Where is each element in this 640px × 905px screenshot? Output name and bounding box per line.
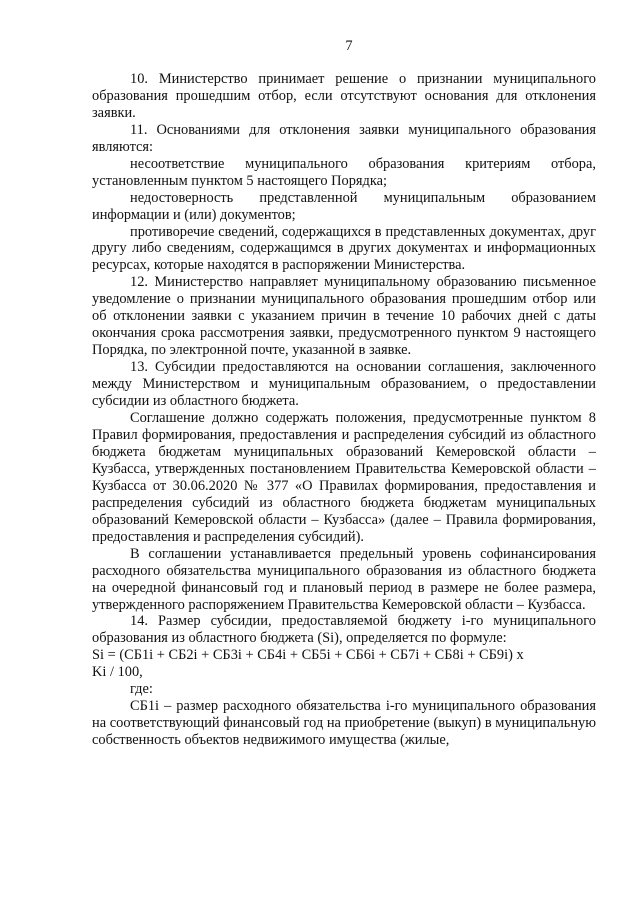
formula-line-2: Ki / 100, — [92, 664, 143, 681]
paragraph-10: 10. Министерство принимает решение о признании муниципального образования прошедшим отбор, если отсутствуют основания для отклонения заявки. — [92, 70, 596, 121]
paragraph-11-item-3: противоречие сведений, содержащихся в представленных документах, друг другу либо сведениям, содержащимся в других документах и информационных ресурсах, которые находятся в распоряжении Министерства. — [92, 223, 596, 274]
paragraph-13-agreement: Соглашение должно содержать положения, предусмотренные пунктом 8 Правил формирования, предоставления и распределения субсидий из областного бюджета бюджетам муниципальных образований Кемеровской области – Кузбасса, утвержденных постановлением Правительства Кемеровской области – Кузбасса от 30.06.2020 № 377 «О Правилах формирования, предоставления и распределения субсидий из областного бюджета бюджетам муниципальных образований Кемеровской области – Кузбасса» (далее – Правила формирования, предоставления и распределения субсидий). — [92, 410, 596, 545]
paragraph-12: 12. Министерство направляет муниципальному образованию письменное уведомление о признании муниципального образования прошедшим отбор или об отклонении заявки с указанием причин в течение 10 рабочих дней с даты окончания срока рассмотрения заявки, предусмотренного пунктом 9 настоящего Порядка, по электронной почте, указанной в заявке. — [92, 274, 596, 359]
paragraph-11-item-1: несоответствие муниципального образования критериям отбора, установленным пунктом 5 настоящего Порядка; — [92, 155, 596, 189]
where-label: где: — [130, 681, 153, 698]
paragraph-11-item-2: недостоверность представленной муниципальным образованием информации и (или) документов; — [92, 189, 596, 223]
paragraph-14: 14. Размер субсидии, предоставляемой бюджету i-го муниципального образования из областного бюджета (Si), определяется по формуле: — [92, 613, 596, 647]
formula-line-1: Si = (СБ1i + СБ2i + СБ3i + СБ4i + СБ5i + СБ6i + СБ7i + СБ8i + СБ9i) x — [92, 647, 524, 664]
paragraph-13: 13. Субсидии предоставляются на основании соглашения, заключенного между Министерством и муниципальным образованием, о предоставлении субсидии из областного бюджета. — [92, 359, 596, 410]
paragraph-13-cofinancing: В соглашении устанавливается предельный уровень софинансирования расходного обязательства муниципального образования из областного бюджета на очередной финансовый год и плановый период в размере не более размера, утвержденного распоряжением Правительства Кемеровской области – Кузбасса. — [92, 545, 596, 613]
definition-sb1i: СБ1i – размер расходного обязательства i-го муниципального образования на соответствующий финансовый год на приобретение (выкуп) в муниципальную собственность объектов недвижимого имущества (жилые, — [92, 698, 596, 749]
page-number: 7 — [345, 38, 353, 54]
paragraph-11: 11. Основаниями для отклонения заявки муниципального образования являются: — [92, 121, 596, 155]
